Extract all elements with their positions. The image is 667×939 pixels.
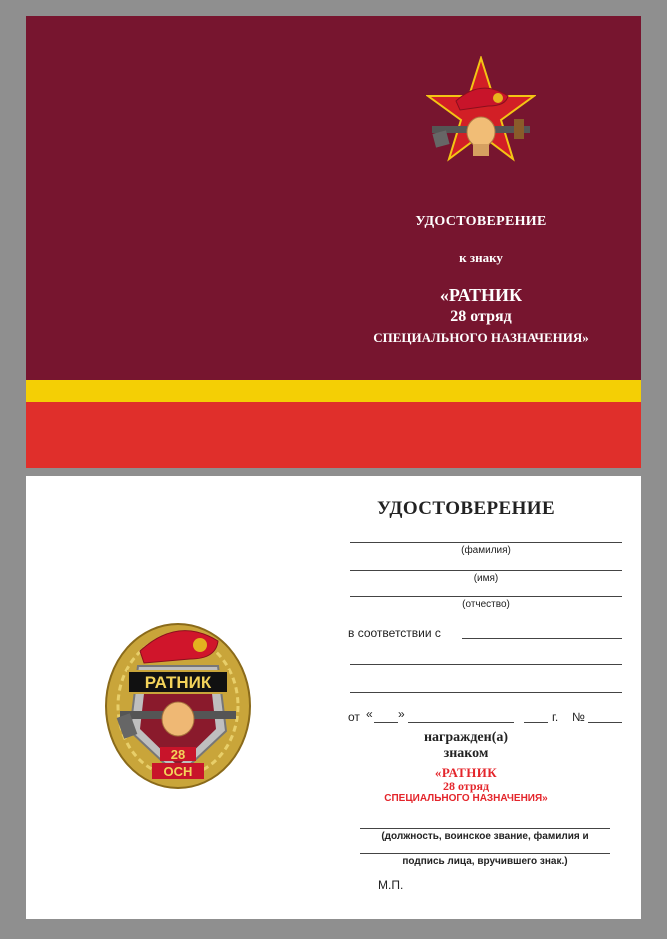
inner-title: УДОСТОВЕРЕНИЕ: [376, 498, 556, 519]
badge-unit: ОСН: [163, 764, 193, 779]
surname-caption: (фамилия): [461, 545, 511, 556]
signature-caption: подпись лица, вручившего знак.): [402, 856, 568, 867]
certificate-inner-page: [26, 476, 641, 919]
blank-line-1[interactable]: [350, 664, 622, 665]
position-field-line[interactable]: [360, 828, 610, 829]
ratnik-badge-icon: [98, 611, 258, 791]
stamp-label: М.П.: [378, 878, 404, 892]
name-field-line[interactable]: [350, 570, 622, 571]
name-caption: (имя): [473, 573, 499, 584]
cover-name-line3: СПЕЦИАЛЬНОГО НАЗНАЧЕНИЯ»: [373, 330, 589, 345]
signature-field-line[interactable]: [360, 853, 610, 854]
star-beret-fist-rifle-icon: [426, 56, 536, 171]
accordance-field-line[interactable]: [462, 638, 622, 639]
cover-name-line1: «РАТНИК: [439, 285, 523, 305]
badge-number: 28: [170, 747, 186, 762]
badge-name-line3: СПЕЦИАЛЬНОГО НАЗНАЧЕНИЯ»: [384, 793, 548, 804]
number-field-line[interactable]: [588, 722, 622, 723]
cover-subtitle: к знаку: [459, 250, 503, 265]
patronymic-field-line[interactable]: [350, 596, 622, 597]
year-field-line[interactable]: [524, 722, 548, 723]
yellow-stripe: [26, 380, 641, 402]
red-stripe: [26, 402, 641, 468]
patronymic-caption: (отчество): [462, 599, 510, 610]
cover-title: УДОСТОВЕРЕНИЕ: [415, 214, 547, 229]
number-label: №: [572, 710, 585, 724]
badge-name-line1: «РАТНИК: [434, 765, 498, 780]
badge-name-line2: 28 отряд: [442, 779, 490, 793]
day-field-line[interactable]: [374, 722, 398, 723]
sign-label: знаком: [443, 746, 489, 761]
accordance-label: в соответствии с: [348, 626, 441, 640]
certificate-cover: [26, 16, 641, 468]
quote-open: «: [366, 707, 373, 721]
awarded-label: награжден(а): [423, 730, 509, 745]
position-caption: (должность, воинское звание, фамилия и: [381, 831, 589, 842]
from-label: от: [348, 710, 360, 724]
year-label: г.: [552, 710, 559, 724]
surname-field-line[interactable]: [350, 542, 622, 543]
quote-close: »: [398, 707, 405, 721]
blank-line-2[interactable]: [350, 692, 622, 693]
cover-name-line2: 28 отряд: [450, 308, 512, 325]
badge-banner-text: РАТНИК: [144, 673, 212, 692]
month-field-line[interactable]: [408, 722, 514, 723]
